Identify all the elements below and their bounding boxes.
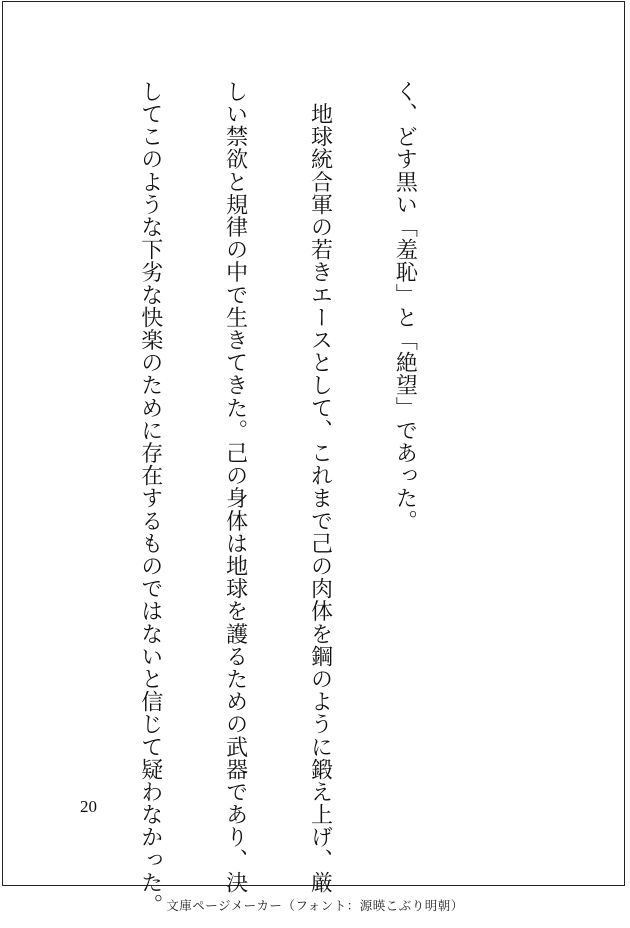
text-line: しい禁欲と規律の中で生きてきた。己の身体は地球を護るための武器であり、決	[222, 80, 248, 894]
blank-line	[51, 80, 79, 740]
text-line: 地球統合軍の若きエースとして、これまで己の肉体を鋼のように鍛え上げ、厳	[307, 80, 333, 894]
page-number: 20	[80, 797, 97, 816]
footer-caption: 文庫ページメーカー（フォント：源暎こぶり明朝）	[166, 898, 464, 913]
text-line: してこのような下劣な快楽のために存在するものではないと信じて疑わなかった。	[137, 80, 163, 917]
text-line: く、どす黒い「羞恥」と「絶望」であった。	[392, 80, 418, 532]
